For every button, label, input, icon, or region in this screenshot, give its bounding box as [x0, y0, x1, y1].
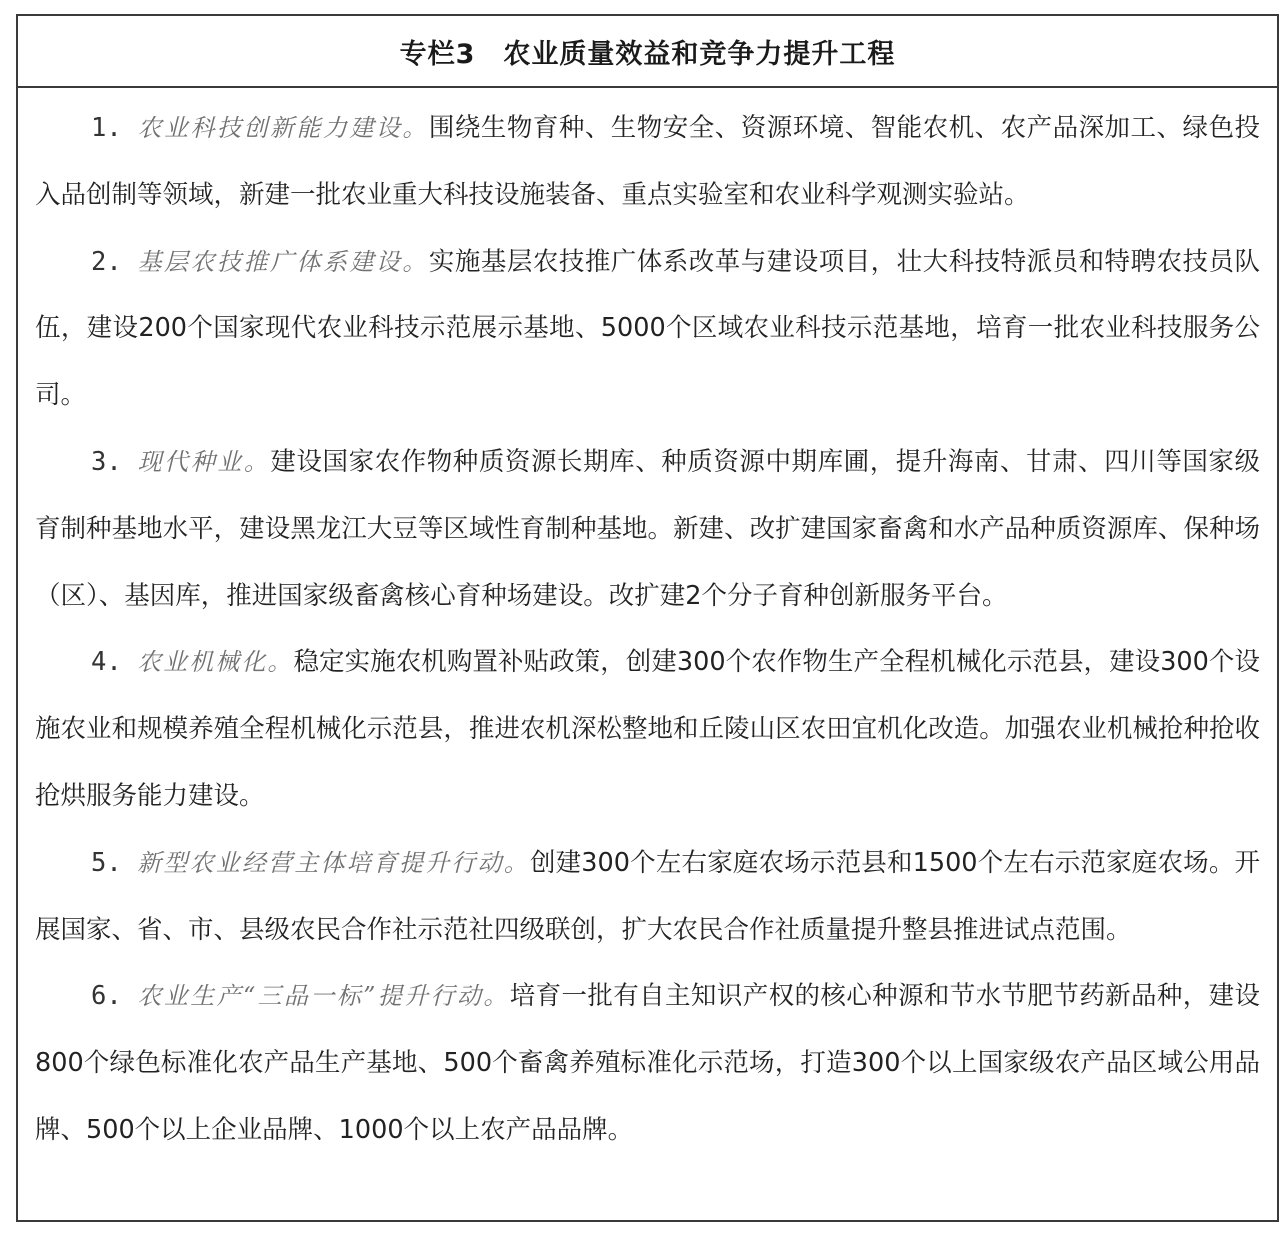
item-text: 创建300个左右家庭农场示范县和1500个左右示范家庭农场。开展国家、省、市、县级农民合作社示范社四级联创，扩大农民合作社质量提升整县推进试点范围。: [35, 847, 1261, 945]
item-paragraph-1: [35, 95, 1260, 229]
item-number: 5.: [91, 847, 138, 878]
item-text: 围绕生物育种、生物安全、资源环境、智能农机、农产品深加工、绿色投入品创制等领域，新建一批农业重大科技设施装备、重点实验室和农业科学观测实验站。: [35, 113, 1260, 210]
item-number: 2.: [91, 246, 138, 277]
column-title: 专栏3 农业质量效益和竞争力提升工程: [399, 38, 896, 70]
item-paragraph-3: [35, 429, 1260, 629]
item-text: 建设国家农作物种质资源长期库、种质资源中期库圃，提升海南、甘肃、四川等国家级育制种基地水平，建设黑龙江大豆等区域性育制种基地。新建、改扩建国家畜禽和水产品种质资源库、保种场（区）、基因库，推进国家级畜禽核心育种场建设。改扩建2个分子育种创新服务平台。: [35, 446, 1260, 611]
column-body: [18, 88, 1277, 1164]
item-number: 3.: [91, 446, 138, 477]
item-heading: 新型农业经营主体培育提升行动。: [137, 848, 530, 877]
column-header: [18, 16, 1277, 88]
item-heading: 农业机械化。: [137, 648, 294, 677]
item-paragraph-6: [35, 963, 1260, 1163]
item-heading: 农业科技创新能力建设。: [137, 114, 429, 142]
item-number: 6.: [91, 981, 138, 1012]
item-text: 稳定实施农机购置补贴政策，创建300个农作物生产全程机械化示范县，建设300个设施农业和规模养殖全程机械化示范县，推进农机深松整地和丘陵山区农田宜机化改造。加强农业机械抢种抢收抢烘服务能力建设。: [35, 647, 1260, 811]
item-paragraph-2: [35, 229, 1260, 429]
column-box: [16, 14, 1279, 1222]
item-text: 实施基层农技推广体系改革与建设项目，壮大科技特派员和特聘农技员队伍，建设200个国家现代农业科技示范展示基地、5000个区域农业科技示范基地，培育一批农业科技服务公司。: [35, 246, 1260, 411]
item-heading: 基层农技推广体系建设。: [137, 247, 429, 276]
item-paragraph-5: [35, 830, 1260, 964]
item-paragraph-4: [35, 629, 1260, 829]
item-heading: 农业生产“三品一标”提升行动。: [137, 982, 510, 1011]
item-number: 4.: [91, 647, 138, 678]
item-heading: 现代种业。: [137, 447, 271, 476]
item-text: 培育一批有自主知识产权的核心种源和节水节肥节药新品种，建设800个绿色标准化农产品生产基地、500个畜禽养殖标准化示范场，打造300个以上国家级农产品区域公用品牌、500个以上企业品牌、1000个以上农产品品牌。: [35, 981, 1260, 1145]
item-number: 1.: [91, 113, 138, 143]
